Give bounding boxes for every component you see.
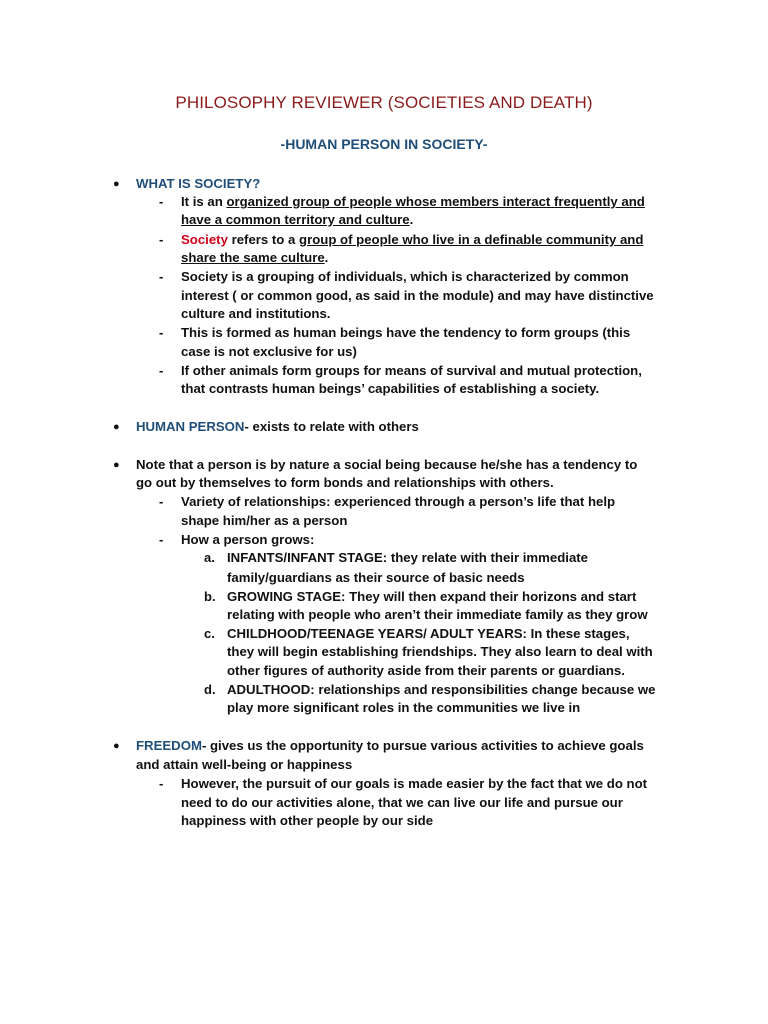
society-item-1-line-1: It is an organized group of people whose members interact frequently and: [181, 194, 645, 209]
stage-d-line-2: play more significant roles in the communities we live in: [227, 700, 581, 715]
dash-marker: -: [159, 325, 164, 340]
society-item-1-line-2: have a common territory and culture.: [181, 212, 414, 227]
society-item-3-line-2: interest ( or common good, as said in the module) and may have distinctive: [181, 288, 654, 303]
note-line-1: Note that a person is by nature a social being because he/she has a tendency to: [136, 457, 638, 472]
dash-marker: -: [159, 363, 164, 378]
stage-a-line-1: INFANTS/INFANT STAGE: they relate with their immediate: [227, 550, 588, 565]
stage-a-marker: a.: [204, 550, 215, 565]
stage-a-line-2: family/guardians as their source of basic needs: [227, 570, 525, 585]
bullet-icon: ●: [113, 421, 120, 433]
stage-b-line-1: GROWING STAGE: They will then expand their horizons and start: [227, 589, 637, 604]
society-item-3-line-3: culture and institutions.: [181, 306, 331, 321]
freedom-sub-1-line-3: happiness with other people by our side: [181, 813, 434, 828]
stage-b-line-2: relating with people who aren’t their immediate family as they grow: [227, 607, 648, 622]
bullet-icon: ●: [113, 178, 120, 190]
dash-marker: -: [159, 532, 164, 547]
society-item-2-line-2: share the same culture.: [181, 250, 329, 265]
society-item-4-line-1: This is formed as human beings have the tendency to form groups (this: [181, 325, 631, 340]
section-subtitle: -HUMAN PERSON IN SOCIETY-: [280, 136, 488, 152]
freedom-line-2: and attain well-being or happiness: [136, 757, 353, 772]
bullet-icon: ●: [113, 459, 120, 471]
stage-c-line-3: other figures of authority aside from their parents or guardians.: [227, 663, 625, 678]
bullet-icon: ●: [113, 740, 120, 752]
heading-what-is-society: WHAT IS SOCIETY?: [136, 176, 261, 191]
freedom-sub-1-line-2: need to do our activities alone, that we can live our life and pursue our: [181, 795, 623, 810]
freedom-term: FREEDOM: [136, 738, 202, 753]
note-sub-2: How a person grows:: [181, 532, 315, 547]
note-sub-1-line-2: shape him/her as a person: [181, 513, 348, 528]
freedom-sub-1-line-1: However, the pursuit of our goals is made easier by the fact that we do not: [181, 776, 648, 791]
human-person-line: HUMAN PERSON- exists to relate with others: [136, 419, 419, 434]
society-item-5-line-1: If other animals form groups for means of survival and mutual protection,: [181, 363, 642, 378]
society-item-4-line-2: case is not exclusive for us): [181, 344, 357, 359]
society-item-3-line-1: Society is a grouping of individuals, which is characterized by common: [181, 269, 629, 284]
document-title: PHILOSOPHY REVIEWER (SOCIETIES AND DEATH): [175, 93, 593, 112]
stage-d-marker: d.: [204, 682, 216, 697]
society-term: Society: [181, 232, 228, 247]
society-item-2-line-1: Society refers to a group of people who live in a definable community and: [181, 232, 644, 247]
stage-c-line-1: CHILDHOOD/TEENAGE YEARS/ ADULT YEARS: In these stages,: [227, 626, 630, 641]
dash-marker: -: [159, 269, 164, 284]
stage-c-marker: c.: [204, 626, 215, 641]
dash-marker: -: [159, 194, 164, 209]
note-sub-1-line-1: Variety of relationships: experienced through a person’s life that help: [181, 494, 616, 509]
human-person-term: HUMAN PERSON: [136, 419, 245, 434]
stage-d-line-1: ADULTHOOD: relationships and responsibilities change because we: [227, 682, 656, 697]
dash-marker: -: [159, 776, 164, 791]
stage-b-marker: b.: [204, 589, 216, 604]
freedom-line-1: FREEDOM- gives us the opportunity to pursue various activities to achieve goals: [136, 738, 644, 753]
dash-marker: -: [159, 232, 164, 247]
dash-marker: -: [159, 494, 164, 509]
stage-c-line-2: they will begin establishing friendships. They also learn to deal with: [227, 644, 653, 659]
note-line-2: go out by themselves to form bonds and relationships with others.: [136, 475, 554, 490]
society-item-5-line-2: that contrasts human beings’ capabilities of establishing a society.: [181, 381, 600, 396]
